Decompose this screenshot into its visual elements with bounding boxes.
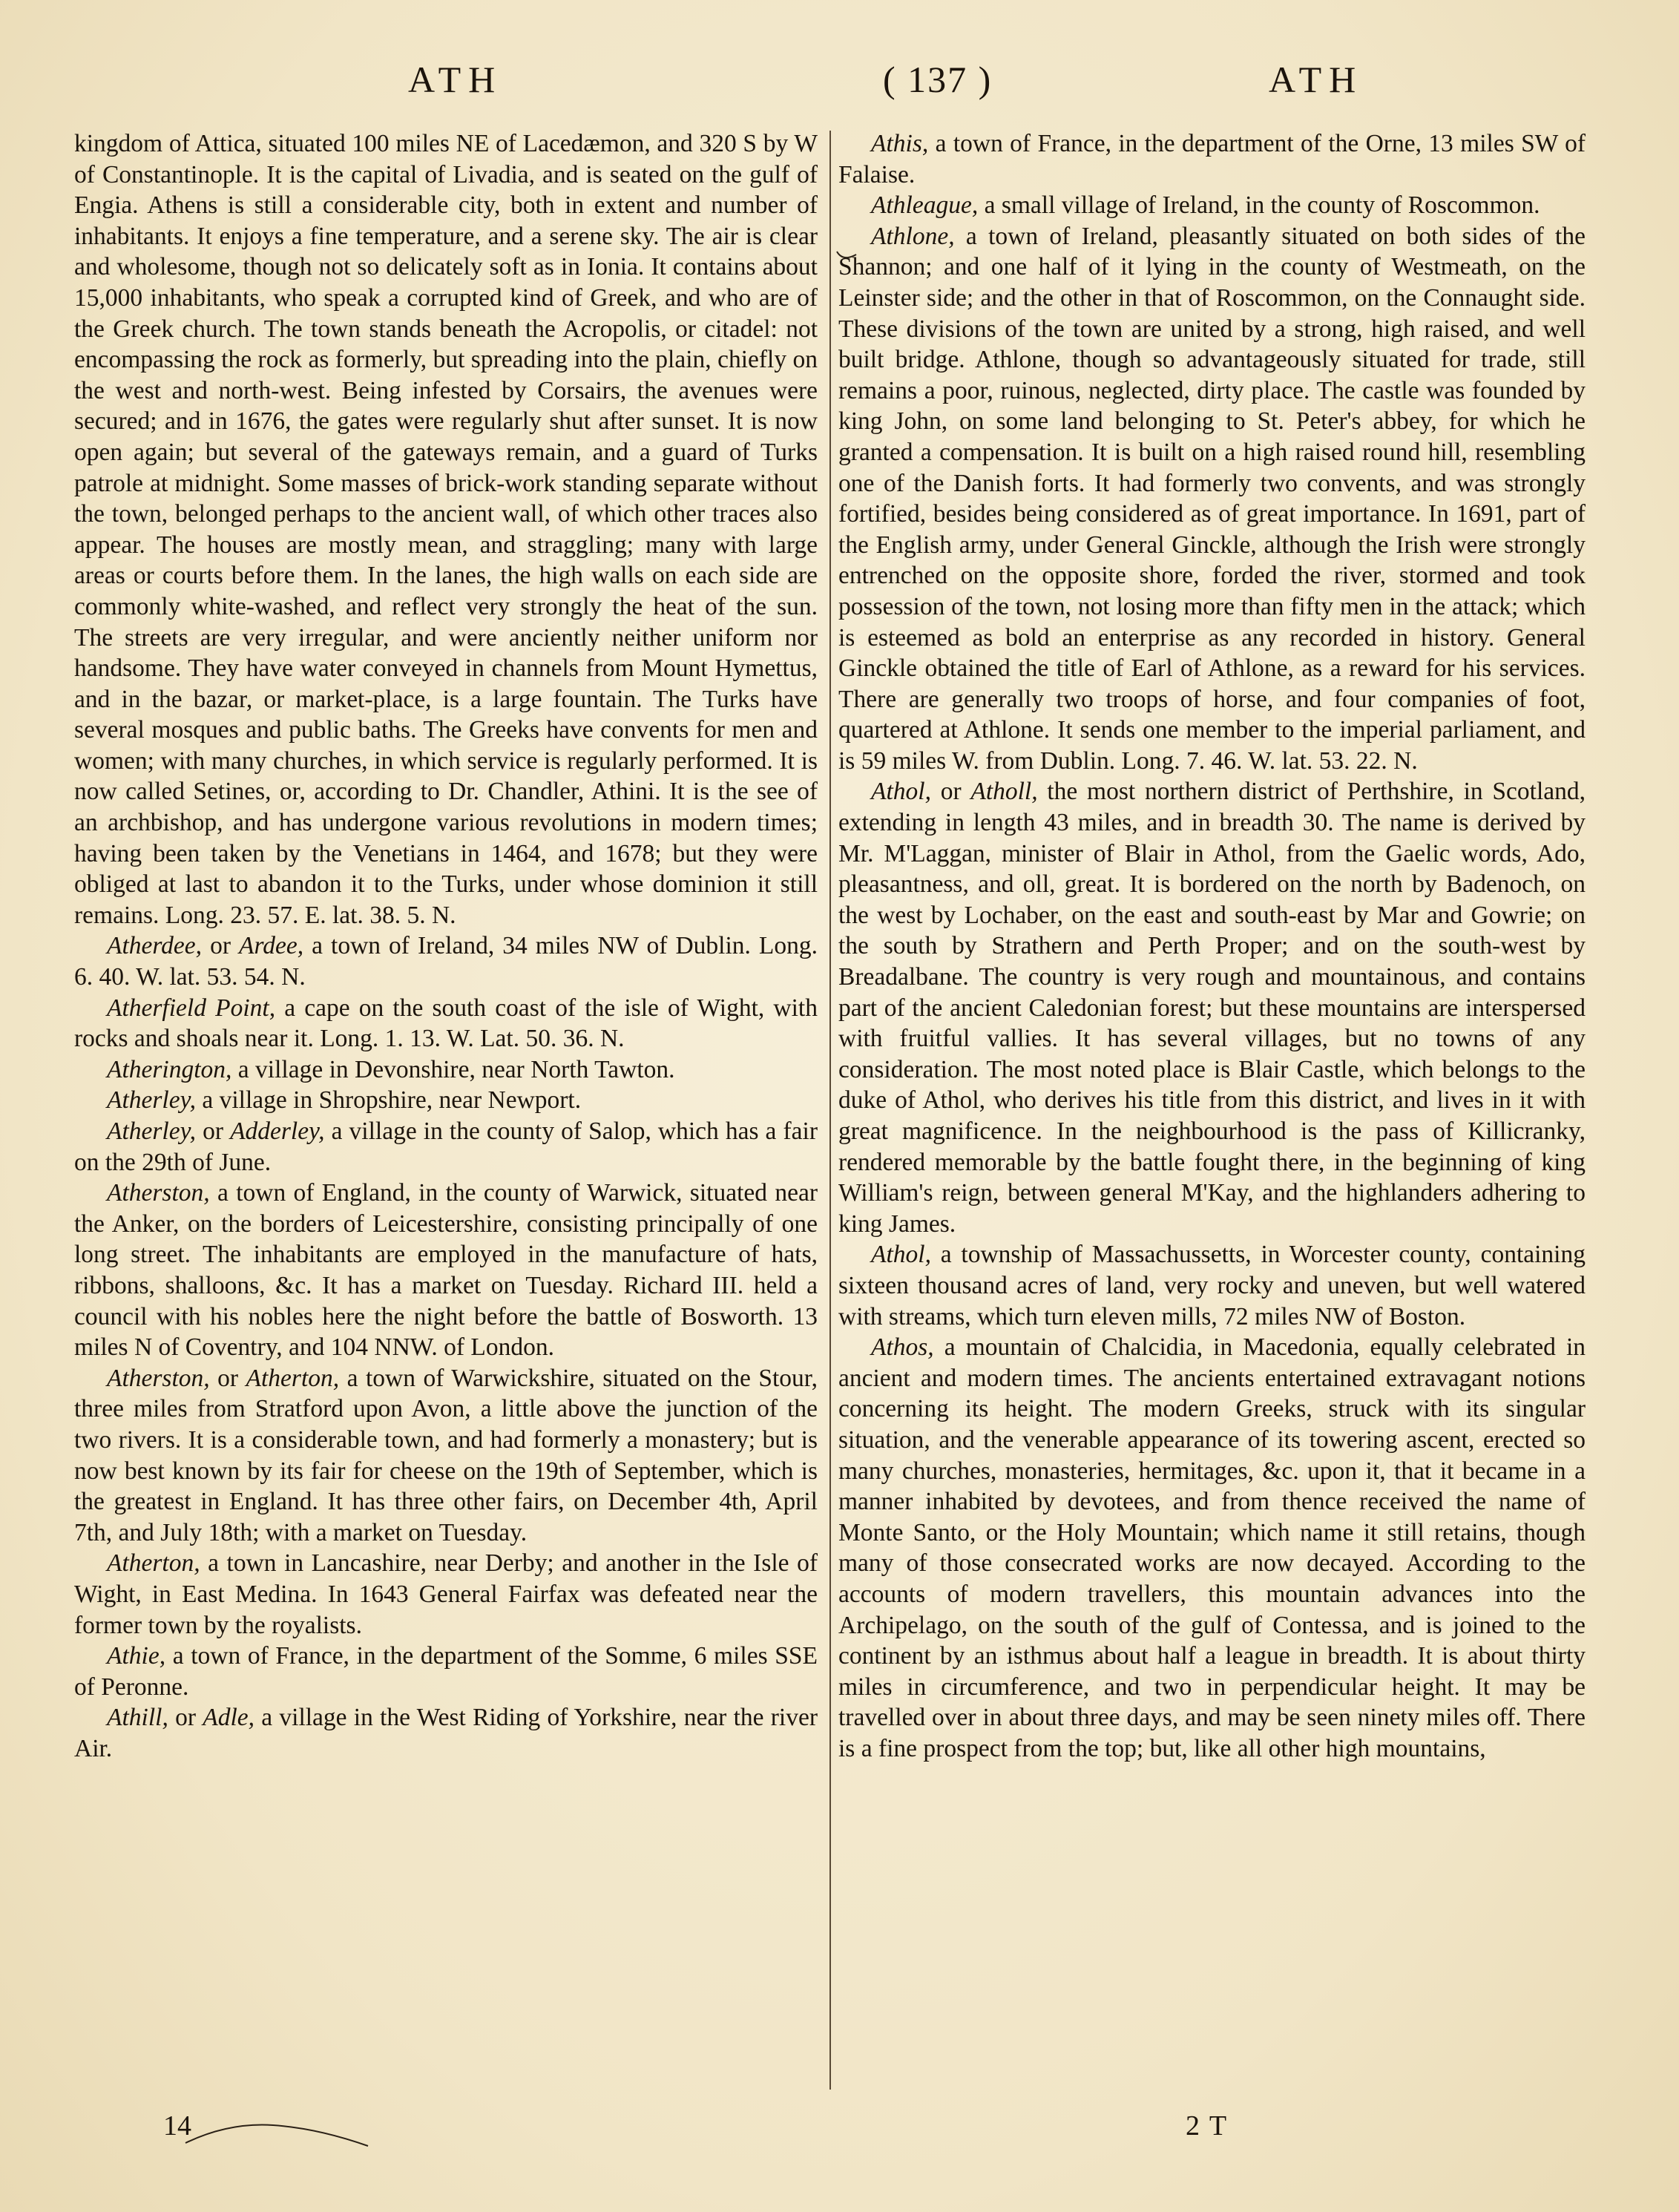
entry-text: a mountain of Chalcidia, in Macedonia, equally celebrated in ancient and modern times. The ancients entertained extravagant notions concerning its height. The modern Greeks, struck with its singular situation, and the venerable appearance of its towering ascent, erected so many churches, monasteries, hermitages, &c. upon it, that it became in a manner inhabited by devotees, and from thence received the name of Monte Santo, or the Holy Mountain; which name it still retains, though many of those consecrated works are now decayed. According to the accounts of modern travellers, this mountain advances into the Archipelago, on the south of the gulf of Contessa, and is joined to the continent by an isthmus about half a league in breadth. It is about thirty miles in circumference, and two in perpendicular height. It may be travelled over in about three days, and may be seen ninety miles off. There is a fine prospect from the top; but, like all other high mountains, — [838, 1333, 1586, 1762]
entry-headword: Atherton, — [107, 1549, 200, 1578]
entry-headword: Atherdee, — [107, 932, 203, 960]
signature-mark-right: 2 T — [1186, 2110, 1229, 2142]
entry-headword-alt: Adderley, — [230, 1118, 325, 1145]
entry-text: a town of Warwickshire, situated on the Stour, three miles from Stratford upon Avon, a little above the junction of the two rivers. It is a considerable town, and had formerly a monastery; but is now best known by its fair for cheese on the 19th of September, which is the greatest in England. It has three other fairs, on December 4th, April 7th, and July 18th; with a market on Tuesday. — [74, 1364, 818, 1546]
left-column — [74, 128, 818, 1764]
entry-headword: Athol, — [871, 1241, 931, 1269]
dictionary-entry — [74, 1641, 818, 1702]
entry-text: a village in the West Riding of Yorkshire, near the river Air. — [74, 1704, 818, 1762]
running-header — [111, 58, 1583, 110]
dictionary-entry — [838, 1239, 1586, 1332]
page-number: ( 137 ) — [883, 59, 993, 100]
header-right-guideword: ATH — [1269, 59, 1364, 100]
entry-text: a village in Devonshire, near North Tawton. — [231, 1055, 675, 1083]
dictionary-entry — [838, 190, 1586, 221]
entry-headword: Athis, — [871, 130, 929, 157]
dictionary-entry — [74, 1702, 818, 1764]
column-divider — [829, 131, 831, 2090]
entry-headword: Atherley, — [107, 1086, 196, 1115]
entry-connector: or — [168, 1704, 203, 1732]
dictionary-entry — [74, 1363, 818, 1549]
entry-text: a town of France, in the department of the Orne, 13 miles SW of Falaise. — [838, 130, 1586, 188]
continued-entry — [74, 128, 818, 931]
entry-text: a village in Shropshire, near Newport. — [196, 1086, 582, 1115]
entry-text: a town of Ireland, pleasantly situated on both sides of the Shannon; and one half of it lying in the county of Westmeath, on the Leinster side; and the other in that of Roscommon, on the Connaught side. These divisions of the town are united by a strong, high raised, and well built bridge. Athlone, though so advantageously situated for trade, still remains a poor, ruinous, neglected, dirty place. The castle was founded by king John, on some land belonging to St. Peter's abbey, for which he granted a compensation. It is built on a high raised round hill, resembling one of the Danish forts. It had formerly two convents, and was strongly fortified, besides being considered as of great importance. In 1691, part of the English army, under General Ginckle, although the Irish were strongly entrenched on the opposite shore, forded the river, stormed and took possession of the town, not losing more than fifty men in the attack; which is esteemed as bold an enterprise as any recorded in history. General Ginckle obtained the title of Earl of Athlone, as a reward for his services. There are generally two troops of horse, and four companies of foot, quartered at Athlone. It sends one member to the imperial parliament, and is 59 miles W. from Dublin. Long. 7. 46. W. lat. 53. 22. N. — [838, 222, 1586, 775]
entry-headword: Athlone, — [871, 222, 955, 250]
entry-headword: Atherley, — [107, 1118, 196, 1145]
signature-mark-left: 14 — [163, 2110, 191, 2142]
dictionary-entry — [838, 1332, 1586, 1764]
dictionary-entry — [74, 1054, 818, 1086]
entry-text: a village in the county of Salop, which has a fair on the 29th of June. — [74, 1118, 818, 1176]
right-column — [838, 128, 1586, 1764]
margin-mark-icon — [835, 249, 858, 265]
entry-text: a cape on the south coast of the isle of Wight, with rocks and shoals near it. Long. 1. 13. W. Lat. 50. 36. N. — [74, 994, 818, 1053]
entry-headword: Atherington, — [107, 1055, 232, 1083]
dictionary-entry — [838, 221, 1586, 777]
entry-headword: Athol, — [871, 778, 931, 806]
entry-headword: Athill, — [107, 1704, 168, 1732]
entry-headword-alt: Atholl, — [970, 778, 1038, 806]
dictionary-entry — [74, 931, 818, 992]
entry-text: a township of Massachussetts, in Worcester county, containing sixteen thousand acres of land, very rocky and uneven, but well watered with streams, which turn eleven mills, 72 miles NW of Boston. — [838, 1241, 1586, 1330]
dictionary-entry — [838, 776, 1586, 1239]
entry-headword: Athleague, — [871, 191, 979, 220]
entry-connector: or — [209, 1364, 246, 1392]
entry-text: the most northern district of Perthshire, in Scotland, extending in length 43 miles, and in breadth 30. The name is derived by Mr. M'Laggan, minister of Blair in Athol, from the Gaelic words, Ado, pleasantness, and oll, great. It is bordered on the north by Badenoch, on the west by Lochaber, on the east and south-east by Mar and Gowrie; on the south by Strathern and Perth Proper; and on the south-west by Breadalbane. The country is very rough and mountainous, and contains part of the ancient Caledonian forest; but these mountains are interspersed with fruitful vallies. It has several villages, but no towns of any consideration. The most noted place is Blair Castle, which belongs to the duke of Athol, who derives his title from this district, and lives in it with great magnificence. In the neighbourhood is the pass of Killicranky, rendered memorable by the battle fought there, in the beginning of king William's reign, between general M'Kay, and the highlanders adhering to king James. — [838, 778, 1586, 1238]
flourish-icon — [184, 2121, 369, 2150]
entry-headword: Atherston, — [107, 1364, 210, 1392]
dictionary-entry — [74, 1178, 818, 1363]
entry-text: a town of England, in the county of Warwick, situated near the Anker, on the borders of Leicestershire, consisting principally of one long street. The inhabitants are employed in the manufacture of hats, ribbons, shalloons, &c. It has a market on Tuesday. Richard III. held a council with his nobles here the night before the battle of Bosworth. 13 miles N of Coventry, and 104 NNW. of London. — [74, 1179, 818, 1362]
entry-text: a town of Ireland, 34 miles NW of Dublin. Long. 6. 40. W. lat. 53. 54. N. — [74, 932, 818, 991]
dictionary-entry — [74, 1085, 818, 1116]
entry-text: kingdom of Attica, situated 100 miles NE of Lacedæmon, and 320 S by W of Constantinople. It is the capital of Livadia, and is seated on the gulf of Engia. Athens is still a considerable city, both in extent and number of inhabitants. It enjoys a fine temperature, and a serene sky. The air is clear and wholesome, though not so delicately soft as in Ionia. It contains about 15,000 inhabitants, who speak a corrupted kind of Greek, and who are of the Greek church. The town stands beneath the Acropolis, or citadel: not encompassing the rock as formerly, but spreading into the plain, chiefly on the west and north-west. Being infested by Corsairs, the avenues were secured; and in 1676, the gates were regularly shut after sunset. It is now open again; but several of the gateways remain, and a guard of Turks patrole at midnight. Some masses of brick-work standing separate without the town, belonged perhaps to the ancient wall, of which other traces also appear. The houses are mostly mean, and straggling; many with large areas or courts before them. In the lanes, the high walls on each side are commonly white-washed, and reflect very strongly the heat of the sun. The streets are very irregular, and were anciently neither uniform nor handsome. They have water conveyed in channels from Mount Hymettus, and in the bazar, or market-place, is a large fountain. The Turks have several mosques and public baths. The Greeks have convents for men and women; with many churches, in which service is regularly performed. It is now called Setines, or, according to Dr. Chandler, Athini. It is the see of an archbishop, and has undergone various revolutions in modern times; having been taken by the Venetians in 1464, and 1678; but they were obliged at last to abandon it to the Turks, under whose dominion it still remains. Long. 23. 57. E. lat. 38. 5. N. — [74, 130, 818, 929]
entry-headword-alt: Atherton, — [246, 1364, 340, 1392]
entry-headword: Atherfield Point, — [107, 994, 276, 1022]
dictionary-entry — [74, 1116, 818, 1178]
entry-text: a small village of Ireland, in the county of Roscommon. — [978, 191, 1540, 220]
entry-connector: or — [930, 778, 971, 806]
entry-headword: Athos, — [871, 1333, 934, 1362]
entry-connector: or — [196, 1118, 231, 1145]
entry-headword: Atherston, — [107, 1179, 210, 1207]
entry-text: a town of France, in the department of the Somme, 6 miles SSE of Peronne. — [74, 1642, 818, 1701]
entry-headword-alt: Adle, — [203, 1704, 255, 1732]
entry-headword-alt: Ardee, — [239, 932, 304, 960]
entry-headword: Athie, — [107, 1642, 166, 1670]
header-left-guideword: ATH — [408, 59, 503, 100]
entry-text: a town in Lancashire, near Derby; and another in the Isle of Wight, in East Medina. In 1643 General Fairfax was defeated near the former town by the royalists. — [74, 1549, 818, 1639]
entry-connector: or — [202, 932, 239, 960]
dictionary-entry — [74, 1548, 818, 1641]
dictionary-entry — [74, 993, 818, 1054]
dictionary-entry — [838, 128, 1586, 190]
